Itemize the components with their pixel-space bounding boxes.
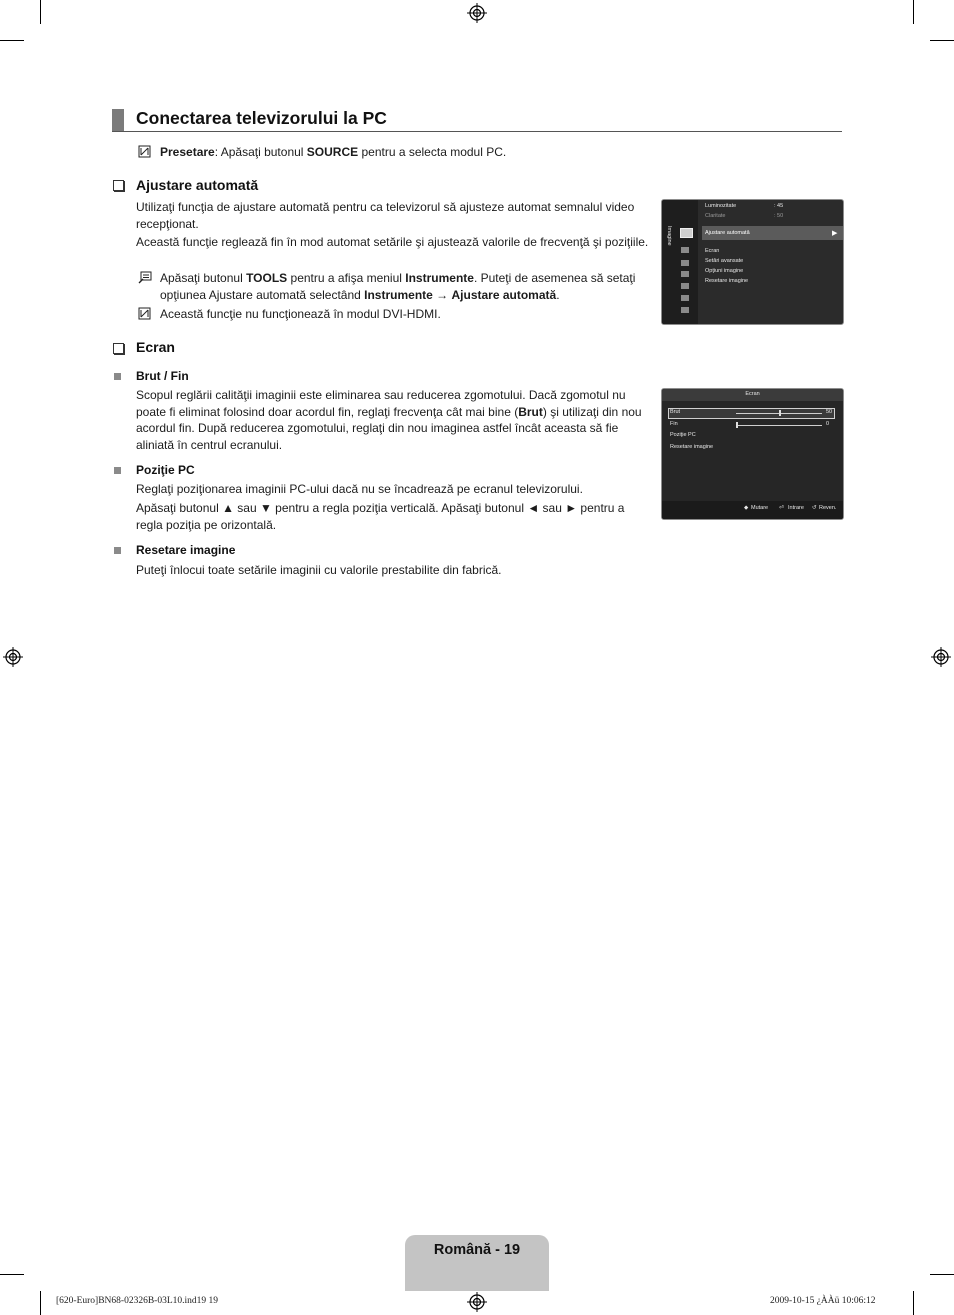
registration-mark-icon <box>467 3 487 23</box>
subheading-brut-fin: Brut / Fin <box>136 369 189 383</box>
bullet-square-icon <box>114 547 121 554</box>
tv-menu-item[interactable]: Opţiuni imagine <box>705 268 744 274</box>
subheading-pozitie-pc: Poziţie PC <box>136 463 195 477</box>
tools-icon <box>138 271 152 284</box>
slider-value-brut: 50 <box>826 409 833 415</box>
registration-mark-icon <box>931 647 951 667</box>
dvi-note: Această funcţie nu funcţionează în modul DVI-HDMI. <box>160 307 441 321</box>
title-rule <box>112 131 842 132</box>
crop-mark <box>40 1291 41 1315</box>
title-bar-accent <box>112 109 124 132</box>
tv-menu-sidebar <box>662 200 698 324</box>
crop-mark <box>913 0 914 24</box>
footer-hint-mutare: Mutare <box>751 505 769 511</box>
pozitie-pc-text1: Reglaţi poziţionarea imaginii PC-ului dacă nu se încadrează pe ecranul televizorului. <box>136 482 583 496</box>
section1-para2: Această funcţie reglează fin în mod automat setările şi ajustează valorile de frecvenţă şi poziţiile. <box>136 235 649 249</box>
arrow-right-icon: ▶ <box>832 230 838 237</box>
slider-label-brut: Brut <box>670 409 681 415</box>
tools-note: Apăsaţi butonul TOOLS pentru a afişa meniul Instrumente. Puteţi de asemenea să setaţi opţiunea Ajustare automată selectând Instrumente → Ajustare automată. <box>160 271 636 302</box>
slider-track-fin[interactable] <box>736 425 822 426</box>
intro-note: Presetare: Apăsaţi butonul SOURCE pentru a selecta modul PC. <box>160 145 507 159</box>
tv-menu-row-label: Claritate <box>705 213 726 219</box>
resetare-text: Puteţi înlocui toate setările imaginii cu valorile prestabilite din fabrică. <box>136 563 502 577</box>
subheading-resetare: Resetare imagine <box>136 543 236 557</box>
crop-mark <box>930 1274 954 1275</box>
brut-fin-text: Scopul reglării calităţii imaginii este eliminarea sau reducerea zgomotului. Dacă zgomotul nu poate fi eliminat folosind doar acordul fin, reglaţi frecvenţa cât mai bine (Brut) şi utilizaţi din nou acordul fin. După reducerea zgomotului, reglaţi din nou imaginea astfel încât aceasta să fie aliniată în centrul ecranului. <box>136 388 642 452</box>
tv-menu-item-ajustare[interactable]: Ajustare automată <box>705 230 750 236</box>
slider-label-fin: Fin <box>670 421 678 427</box>
tv-menu-row-value: : 45 <box>774 203 784 209</box>
slider-knob-fin[interactable] <box>736 422 738 428</box>
slider-value-fin: 0 <box>826 421 830 427</box>
tv-menu-item[interactable]: Setări avansate <box>705 258 744 264</box>
tv-menu-item[interactable]: Poziţie PC <box>670 432 696 438</box>
registration-mark-icon <box>3 647 23 667</box>
section-checkbox-icon <box>113 343 124 354</box>
print-info-right: 2009-10-15 ¿ÀÀü 10:06:12 <box>770 1296 876 1306</box>
note-icon <box>138 307 152 320</box>
crop-mark <box>0 40 24 41</box>
move-icon: ◆ <box>744 505 749 511</box>
support-icon <box>681 307 689 313</box>
pozitie-pc-text2: Apăsaţi butonul ▲ sau ▼ pentru a regla poziţia verticală. Apăsaţi butonul ◄ sau ► pentru a regla poziţia pe orizontală. <box>136 501 625 532</box>
tv-menu-title: Ecran <box>745 391 760 397</box>
registration-mark-icon <box>467 1292 487 1312</box>
crop-mark <box>40 0 41 24</box>
crop-mark <box>0 1274 24 1275</box>
page-number: Română - 19 <box>433 1242 521 1258</box>
tv-menu-item[interactable]: Resetare imagine <box>705 278 749 284</box>
print-info-left: [620-Euro]BN68-02326B-03L10.ind19 19 <box>56 1296 219 1306</box>
setup-icon <box>681 271 689 277</box>
channel-icon <box>681 260 689 266</box>
application-icon <box>681 295 689 301</box>
input-icon <box>681 283 689 289</box>
footer-hint-intrare: Intrare <box>788 505 804 511</box>
tv-menu-row-value: : 50 <box>774 213 784 219</box>
tv-menu-side-label: Imagine <box>666 226 672 246</box>
tv-menu-item[interactable]: Ecran <box>705 248 720 254</box>
bullet-square-icon <box>114 373 121 380</box>
sound-icon <box>681 247 689 253</box>
section-checkbox-icon <box>113 180 124 191</box>
crop-mark <box>930 40 954 41</box>
section1-para1: Utilizaţi funcţia de ajustare automată pentru ca televizorul să ajusteze automat semnalul video recepţionat. <box>136 200 635 231</box>
tv-menu-item[interactable]: Resetare imagine <box>670 444 714 450</box>
bullet-square-icon <box>114 467 121 474</box>
footer-hint-reven: Reven. <box>819 505 837 511</box>
page-title: Conectarea televizorului la PC <box>136 108 387 128</box>
slider-knob-brut[interactable] <box>779 410 781 416</box>
section-heading-ecran: Ecran <box>136 339 175 355</box>
section-heading-ajustare: Ajustare automată <box>136 177 259 193</box>
tv-menu-screenshot-imagine <box>661 199 844 325</box>
note-icon <box>138 145 152 158</box>
tv-menu-row-label: Luminozitate <box>705 203 737 209</box>
enter-icon: ⏎ <box>779 505 784 511</box>
tv-menu-screenshot-ecran <box>661 388 844 520</box>
picture-icon <box>680 228 693 238</box>
crop-mark <box>913 1291 914 1315</box>
return-icon: ↺ <box>812 505 817 511</box>
